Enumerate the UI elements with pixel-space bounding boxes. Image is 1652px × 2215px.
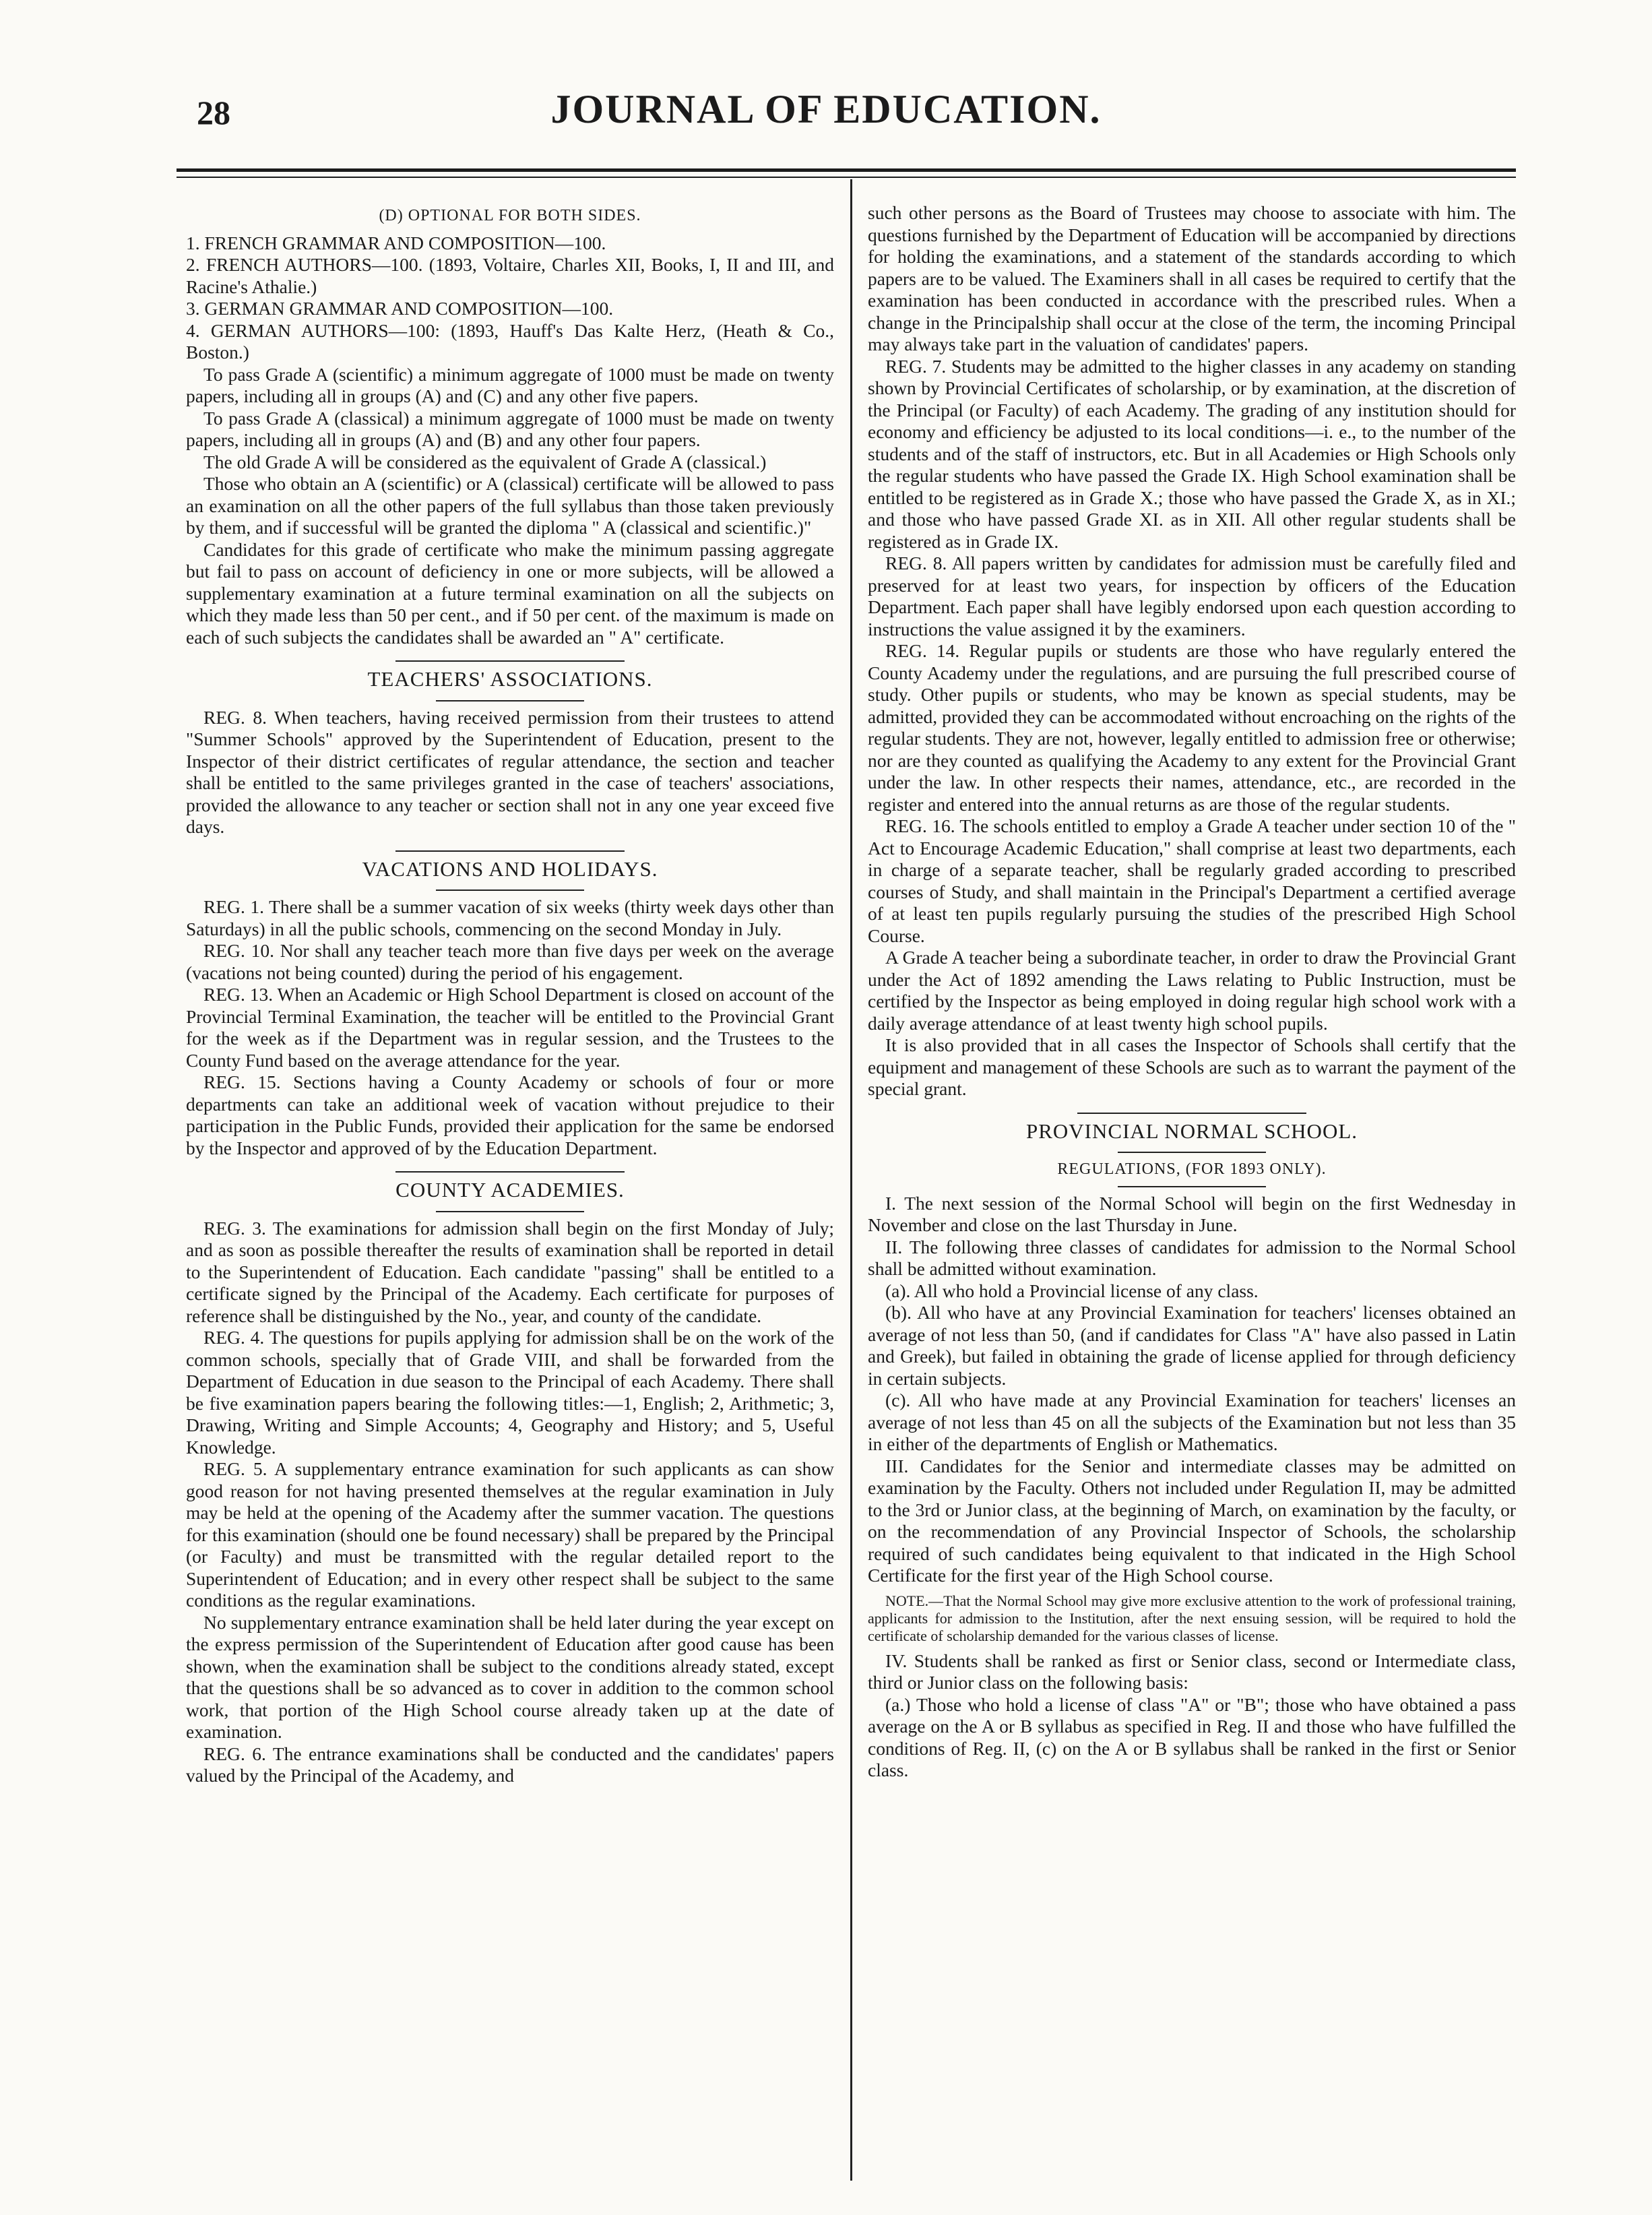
regulation-paragraph: REG. 1. There shall be a summer vacation of six weeks (thirty week days other than Saturdays) in all the public schools, commencing on the second Monday in July. (186, 896, 834, 939)
header-rule-thick (177, 168, 1516, 172)
grade-paragraph: Those who obtain an A (scientific) or A (classical) certificate will be allowed to pass an examination on all the other papers of the full syllabus than those taken previously by them, and if successful will be granted the diploma " A (classical and scientific.)" (186, 473, 834, 538)
optional-item: 3. GERMAN GRAMMAR AND COMPOSITION—100. (186, 298, 614, 319)
regulation-paragraph: REG. 16. The schools entitled to employ a Grade A teacher under section 10 of the " Act to Encourage Academic Education," shall comprise at least two departments, each in charge of a separate teacher, shall be regularly graded according to prescribed courses of Study, and shall maintain in the Principal's Department a certified average of at least ten pupils regularly pursuing the studies of the prescribed High School Course. (868, 815, 1516, 946)
page-number: 28 (197, 94, 230, 131)
optional-item: 2. FRENCH AUTHORS—100. (1893, Voltaire, Charles XII, Books, I, II and III, and Racine's Athalie.) (186, 254, 834, 297)
vacations-heading: VACATIONS AND HOLIDAYS. (362, 856, 658, 881)
section-rule (436, 1211, 584, 1212)
regulation-paragraph: REG. 7. Students may be admitted to the higher classes in any academy on standing shown by Provincial Certificates of scholarship, or by examination, at the discretion of the Principal (or Faculty) of each Academy. The grading of any institution should for economy and efficiency be adjusted to its local conditions—i. e., to the number of the students and of the staff of instructors, etc. But in all Academies or High Schools only the regular students who have passed the Grade IX. High School examination shall be entitled to be registered as in Grade X.; those who have passed the Grade X, as in XI.; and those who have passed Grade XI. as in XII. All other regular students shall be registered as in Grade IX. (868, 355, 1516, 552)
regulation-paragraph: (a.) Those who hold a license of class "A" or "B"; those who have obtained a pass average on the A or B syllabus as specified in Reg. II and those who have fulfilled the conditions of Reg. II, (c) on the A or B syllabus shall be ranked in the first or Senior class. (868, 1693, 1516, 1780)
regulation-paragraph: REG. 4. The questions for pupils applying for admission shall be on the work of the common schools, specially that of Grade VIII, and shall be forwarded from the Department of Education in due season to the Principal of each Academy. There shall be five examination papers bearing the following titles:—1, English; 2, Arithmetic; 3, Drawing, Writing and Simple Accounts; 4, Geography and History; and 5, Useful Knowledge. (186, 1327, 834, 1458)
regulation-paragraph: (a). All who hold a Provincial license of any class. (885, 1280, 1259, 1301)
teachers-associations-heading: TEACHERS' ASSOCIATIONS. (367, 667, 653, 691)
section-rule (395, 850, 625, 852)
regulation-paragraph: REG. 5. A supplementary entrance examination for such applicants as can show good reason for not having presented themselves at the regular examination in July may be held at the opening of the Academy after the summer vacation. The questions for this examination (should one be found necessary) shall be prepared by the Principal (or Faculty) and must be transmitted with the regular detailed report to the Superintendent of Education; and in every other respect shall be subject to the same conditions as the regular examinations. (186, 1458, 834, 1611)
regulation-paragraph: III. Candidates for the Senior and intermediate classes may be admitted on examination by the Faculty. Others not included under Regulation II, may be admitted to the 3rd or Junior class, at the beginning of March, on examination by the faculty, or on the recommendation of any Provincial Inspector of Schools, the scholarship required of such candidates being equivalent to that indicated in the High School Certificate for the first year of the High School course. (868, 1455, 1516, 1586)
normal-school-heading: PROVINCIAL NORMAL SCHOOL. (1025, 1119, 1358, 1143)
regulation-paragraph: A Grade A teacher being a subordinate teacher, in order to draw the Provincial Grant under the Act of 1892 amending the Laws relating to Public Instruction, must be certified by the Inspector as being employed in doing regular high school work with a daily average attendance of at least twenty high school pupils. (868, 947, 1516, 1034)
left-column (186, 202, 834, 1787)
page-title: JOURNAL OF EDUCATION. (550, 87, 1102, 131)
regulation-paragraph: IV. Students shall be ranked as first or Senior class, second or Intermediate class, third or Junior class on the following basis: (868, 1650, 1516, 1693)
header-rule-thin (177, 177, 1516, 178)
grade-paragraph: To pass Grade A (scientific) a minimum aggregate of 1000 must be made on twenty papers, including all in groups (A) and (C) and any other five papers. (186, 363, 834, 406)
regulation-paragraph: REG. 8. All papers written by candidates for admission must be carefully filed and preserved for at least two years, for inspection by officers of the Education Department. Each paper shall have legibly endorsed upon each question according to instructions the value assigned it by the examiners. (868, 553, 1516, 639)
optional-heading: (D) OPTIONAL FOR BOTH SIDES. (379, 207, 641, 224)
section-rule (1077, 1113, 1306, 1114)
section-rule (436, 890, 584, 891)
regulation-paragraph: REG. 3. The examinations for admission shall begin on the first Monday of July; and as soon as possible thereafter the results of examination shall be reported in detail to the Superintendent of Education. Each candidate "passing" shall be entitled to a certificate signed by the Principal of the Academy. Each certificate for purposes of reference shall be distinguished by the No., year, and county of the candidate. (186, 1217, 834, 1326)
grade-paragraph: The old Grade A will be considered as the equivalent of Grade A (classical.) (203, 451, 767, 472)
regulation-paragraph: REG. 8. When teachers, having received permission from their trustees to attend "Summer Schools" approved by the Superintendent of Education, present to the Inspector of their district certificates of regular attendance, the section and teacher shall be entitled to the same privileges granted in the case of teachers' associations, provided the allowance to any teacher or section shall not in any one year exceed five days. (186, 706, 834, 837)
regulation-paragraph: REG. 10. Nor shall any teacher teach more than five days per week on the average (vacations not being counted) during the period of his engagement. (186, 940, 834, 983)
optional-item: 1. FRENCH GRAMMAR AND COMPOSITION—100. (186, 232, 606, 253)
normal-school-subheading: REGULATIONS, (FOR 1893 ONLY). (1057, 1160, 1327, 1178)
regulation-paragraph: REG. 14. Regular pupils or students are those who have regularly entered the County Academy under the regulations, and are pursuing the full prescribed course of study. Other pupils or students, who may be known as special students, may be admitted, provided they can be accommodated without encroaching on the rights of the regular students. They are not, however, legally entitled to admission free or otherwise; nor are they counted as qualifying the Academy to any extent for the Provincial Grant under the law. In other respects their names, attendance, etc., are recorded in the register and entered into the annual returns as are those of the regular students. (868, 640, 1516, 815)
regulation-paragraph: REG. 13. When an Academic or High School Department is closed on account of the Provincial Terminal Examination, the teacher will be entitled to the Provincial Grant for the week as if the Department was in regular session, and the Trustees to the County Fund based on the average attendance for the year. (186, 984, 834, 1071)
regulation-paragraph: It is also provided that in all cases the Inspector of Schools shall certify that the equipment and management of these Schools are such as to warrant the payment of the special grant. (868, 1034, 1516, 1099)
column-divider (850, 179, 852, 2181)
section-rule (436, 700, 584, 701)
regulation-paragraph: (c). All who have made at any Provincial Examination for teachers' licenses an average of not less than 45 on all the subjects of the Examination but not less than 35 in either of the departments of English or Mathematics. (868, 1390, 1516, 1454)
regulation-paragraph: (b). All who have at any Provincial Examination for teachers' licenses obtained an average of not less than 50, (and if candidates for Class "A" have also passed in Latin and Greek), but failed in obtaining the grade of license applied for through deficiency in certain subjects. (868, 1302, 1516, 1389)
grade-paragraph: Candidates for this grade of certificate who make the minimum passing aggregate but fail to pass on account of deficiency in one or more subjects, will be allowed a supplementary examination at a future terminal examination on all the subjects on which they made less than 50 per cent., and if 50 per cent. of the maximum is made on each of such subjects the candidates shall be awarded an " A" certificate. (186, 538, 834, 648)
section-rule (1118, 1152, 1266, 1153)
regulation-paragraph: REG. 6. The entrance examinations shall be conducted and the candidates' papers valued by the Principal of the Academy, and (186, 1743, 834, 1786)
grade-paragraph: To pass Grade A (classical) a minimum aggregate of 1000 must be made on twenty papers, including all in groups (A) and (B) and any other four papers. (186, 407, 834, 450)
note-paragraph: NOTE.—That the Normal School may give more exclusive attention to the work of professional training, applicants for admission to the Institution, after the next ensuing session, will be required to hold the certificate of scholarship demanded for the various classes of license. (868, 1592, 1516, 1644)
section-rule (395, 660, 625, 662)
right-column (868, 202, 1516, 1782)
optional-item: 4. GERMAN AUTHORS—100: (1893, Hauff's Das Kalte Herz, (Heath & Co., Boston.) (186, 319, 834, 363)
section-rule (1118, 1186, 1266, 1187)
regulation-paragraph: II. The following three classes of candidates for admission to the Normal School shall be admitted without examination. (868, 1236, 1516, 1279)
county-academies-heading: COUNTY ACADEMIES. (395, 1178, 625, 1202)
regulation-paragraph: REG. 15. Sections having a County Academy or schools of four or more departments can take an additional week of vacation without prejudice to their participation in the Public Funds, provided their application for the same be endorsed by the Inspector and approved of by the Education Department. (186, 1071, 834, 1158)
regulation-paragraph: No supplementary entrance examination shall be held later during the year except on the express permission of the Superintendent of Education after good cause has been shown, when the examination shall be subject to the conditions already stated, except that the questions shall be so advanced as to cover in addition to the common school work, that portion of the High School course already taken up at the date of examination. (186, 1611, 834, 1742)
regulation-paragraph: such other persons as the Board of Trustees may choose to associate with him. The questions furnished by the Department of Education will be accompanied by directions for holding the examinations, and a statement of the standards according to which papers are to be valued. The Examiners shall in all cases be required to certify that the examination has been conducted in accordance with the prescribed rules. When a change in the Principalship shall occur at the close of the term, the incoming Principal may always take part in the valuation of candidates' papers. (868, 202, 1516, 354)
section-rule (395, 1171, 625, 1173)
regulation-paragraph: I. The next session of the Normal School will begin on the first Wednesday in November and close on the last Thursday in June. (868, 1192, 1516, 1235)
